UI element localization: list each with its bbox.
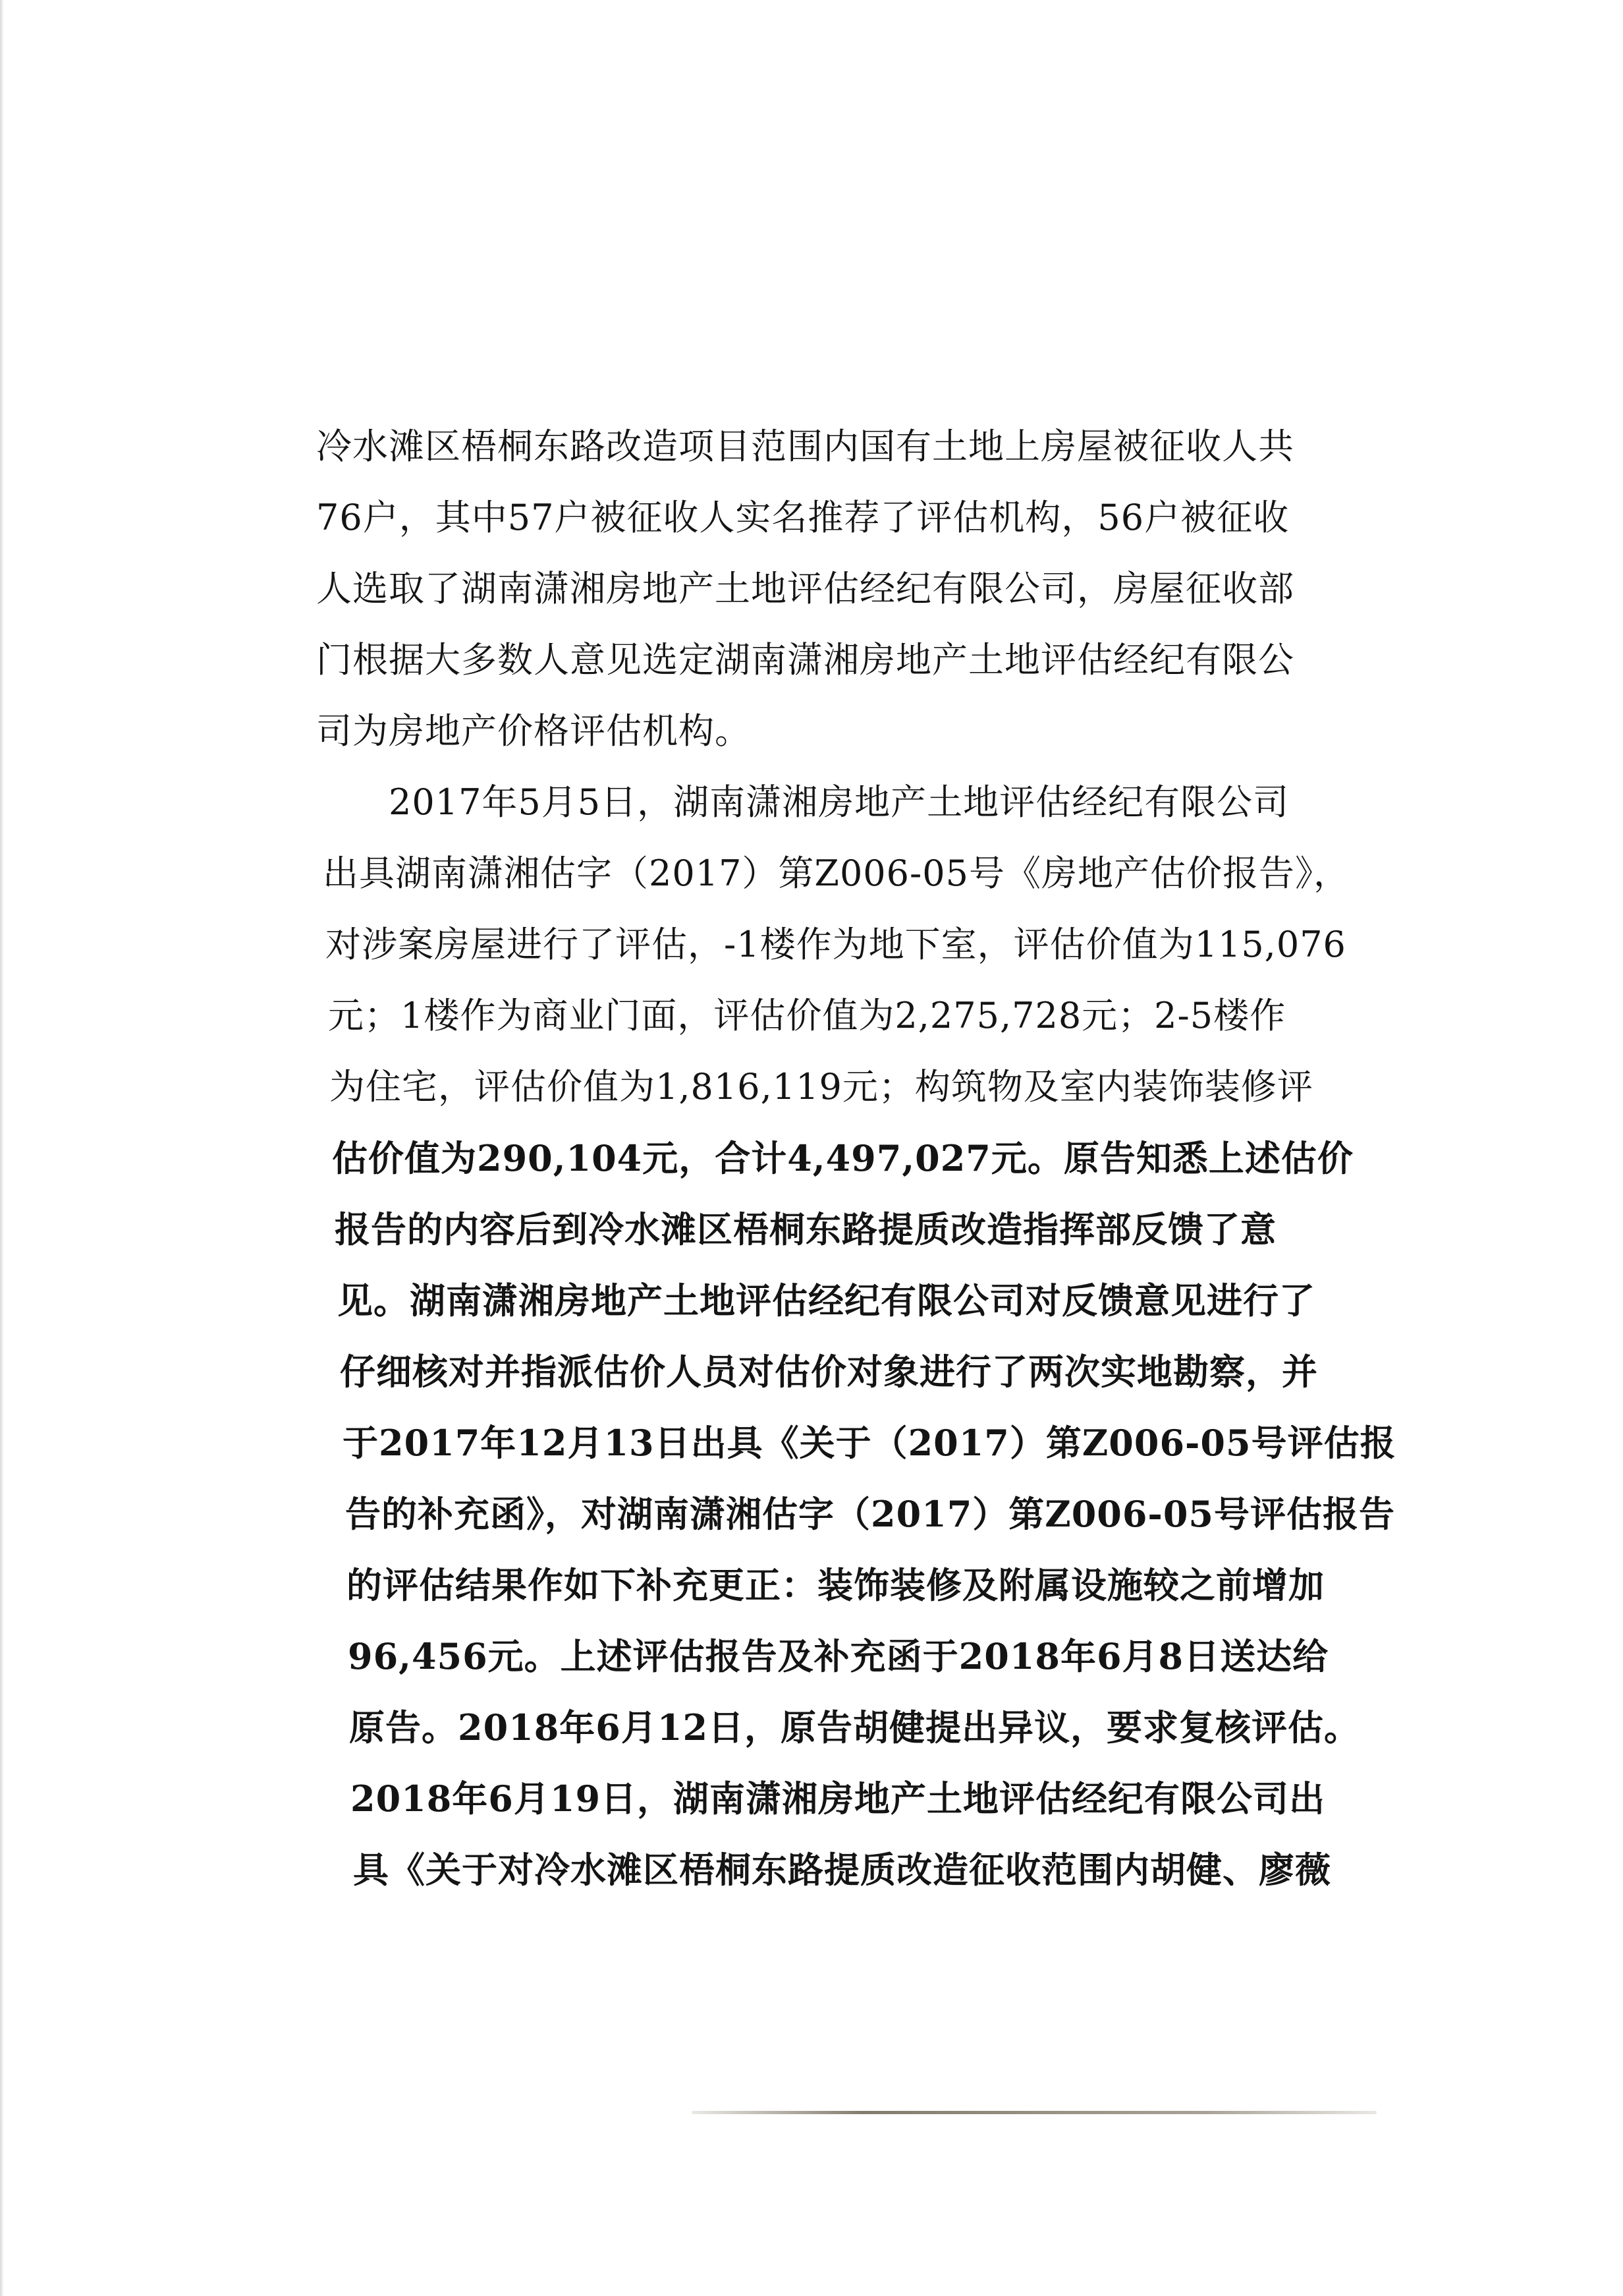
- paragraph1-line-2: 76户，其中57户被征收人实名推荐了评估机构，56户被征收: [316, 497, 1290, 538]
- paragraph1-line-4: 门根据大多数人意见选定湖南潇湘房地产土地评估经纪有限公: [316, 639, 1294, 681]
- paragraph2-line-8: 见。湖南潇湘房地产土地评估经纪有限公司对反馈意见进行了: [337, 1279, 1315, 1322]
- paragraph2-line-5: 为住宅，评估价值为1,816,119元；构筑物及室内装饰装修评: [329, 1066, 1313, 1107]
- paragraph2-line-6: 估价值为290,104元，合计4,497,027元。原告知悉上述估价: [332, 1137, 1354, 1179]
- paragraph2-line-13: 96,456元。上述评估报告及补充函于2018年6月8日送达给: [348, 1635, 1329, 1677]
- paragraph1-line-5: 司为房地产价格评估机构。: [316, 710, 751, 752]
- paragraph2-line-15: 2018年6月19日，湖南潇湘房地产土地评估经纪有限公司出: [350, 1778, 1326, 1820]
- paragraph2-line-7: 报告的内容后到冷水滩区梧桐东路提质改造指挥部反馈了意: [335, 1208, 1277, 1250]
- paragraph1-line-3: 人选取了湖南潇湘房地产土地评估经纪有限公司，房屋征收部: [316, 568, 1294, 609]
- body-text: [316, 411, 1396, 1905]
- paragraph1-line-1: 冷水滩区梧桐东路改造项目范围内国有土地上房屋被征收人共: [316, 426, 1294, 467]
- paragraph2-line-3: 对涉案房屋进行了评估，-1楼作为地下室，评估价值为115,076: [325, 924, 1346, 965]
- paragraph2-line-10: 于2017年12月13日出具《关于（2017）第Z006-05号评估报: [343, 1422, 1396, 1464]
- paragraph2-line-12: 的评估结果作如下补充更正：装饰装修及附属设施较之前增加: [346, 1564, 1325, 1606]
- paragraph2-line-16: 具《关于对冷水滩区梧桐东路提质改造征收范围内胡健、廖薇: [353, 1849, 1331, 1891]
- scan-edge: [0, 0, 4, 2296]
- paragraph2-line-4: 元；1楼作为商业门面，评估价值为2,275,728元；2-5楼作: [328, 995, 1286, 1036]
- paragraph2-line-11: 告的补充函》，对湖南潇湘估字（2017）第Z006-05号评估报告: [345, 1493, 1395, 1535]
- paragraph2-line-1: 2017年5月5日，湖南潇湘房地产土地评估经纪有限公司: [389, 781, 1290, 823]
- bottom-scan-line: [692, 2111, 1377, 2114]
- paragraph2-line-9: 仔细核对并指派估价人员对估价对象进行了两次实地勘察，并: [340, 1351, 1318, 1393]
- paragraph2-line-14: 原告。2018年6月12日，原告胡健提出异议，要求复核评估。: [349, 1706, 1361, 1749]
- paragraph2-line-2: 出具湖南潇湘估字（2017）第Z006-05号《房地产估价报告》，: [323, 853, 1350, 894]
